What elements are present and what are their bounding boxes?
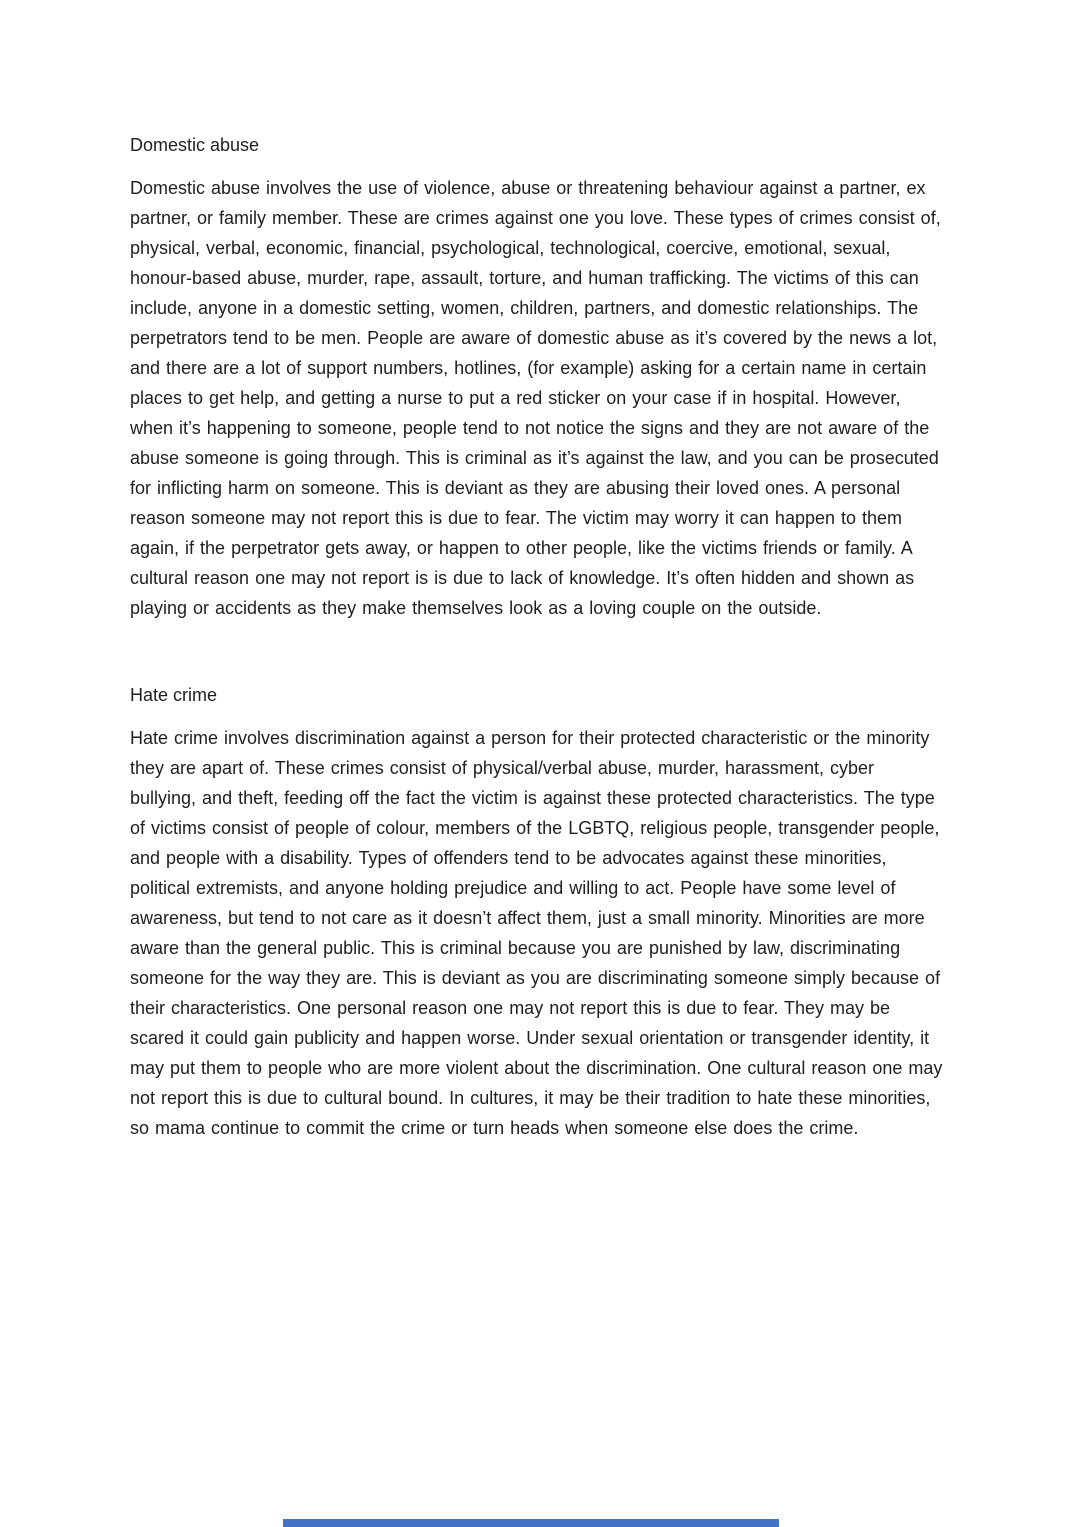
document-content: [130, 130, 945, 1143]
section-paragraph-domestic-abuse: Domestic abuse involves the use of violence, abuse or threatening behaviour against a partner, ex partner, or family member. These are crimes against one you love. These types of crimes consist of, physical, verbal, economic, financial, psychological, technological, coercive, emotional, sexual, honour-based abuse, murder, rape, assault, torture, and human trafficking. The victims of this can include, anyone in a domestic setting, women, children, partners, and domestic relationships. The perpetrators tend to be men. People are aware of domestic abuse as it’s covered by the news a lot, and there are a lot of support numbers, hotlines, (for example) asking for a certain name in certain places to get help, and getting a nurse to put a red sticker on your case if in hospital. However, when it’s happening to someone, people tend to not notice the signs and they are not aware of the abuse someone is going through. This is criminal as it’s against the law, and you can be prosecuted for inflicting harm on someone. This is deviant as they are abusing their loved ones. A personal reason someone may not report this is due to fear. The victim may worry it can happen to them again, if the perpetrator gets away, or happen to other people, like the victims friends or family. A cultural reason one may not report is is due to lack of knowledge. It’s often hidden and shown as playing or accidents as they make themselves look as a loving couple on the outside.: [130, 178, 941, 618]
section-heading-hate-crime: Hate crime: [130, 685, 218, 705]
section-domestic-abuse: [130, 130, 945, 623]
section-hate-crime: [130, 680, 945, 1143]
section-paragraph-hate-crime: Hate crime involves discrimination against a person for their protected characteristic or the minority they are apart of. These crimes consist of physical/verbal abuse, murder, harassment, cyber bullying, and theft, feeding off the fact the victim is against these protected characteristics. The type of victims consist of people of colour, members of the LGBTQ, religious people, transgender people, and people with a disability. Types of offenders tend to be advocates against these minorities, political extremists, and anyone holding prejudice and willing to act. People have some level of awareness, but tend to not care as it doesn’t affect them, just a small minority. Minorities are more aware than the general public. This is criminal because you are punished by law, discriminating someone for the way they are. This is deviant as you are discriminating someone simply because of their characteristics. One personal reason one may not report this is due to fear. They may be scared it could gain publicity and happen worse. Under sexual orientation or transgender identity, it may put them to people who are more violent about the discrimination. One cultural reason one may not report this is due to cultural bound. In cultures, it may be their tradition to hate these minorities, so mama continue to commit the crime or turn heads when someone else does the crime.: [130, 728, 943, 1138]
next-page-element-edge: [283, 1519, 779, 1527]
section-heading-domestic-abuse: Domestic abuse: [130, 135, 260, 155]
